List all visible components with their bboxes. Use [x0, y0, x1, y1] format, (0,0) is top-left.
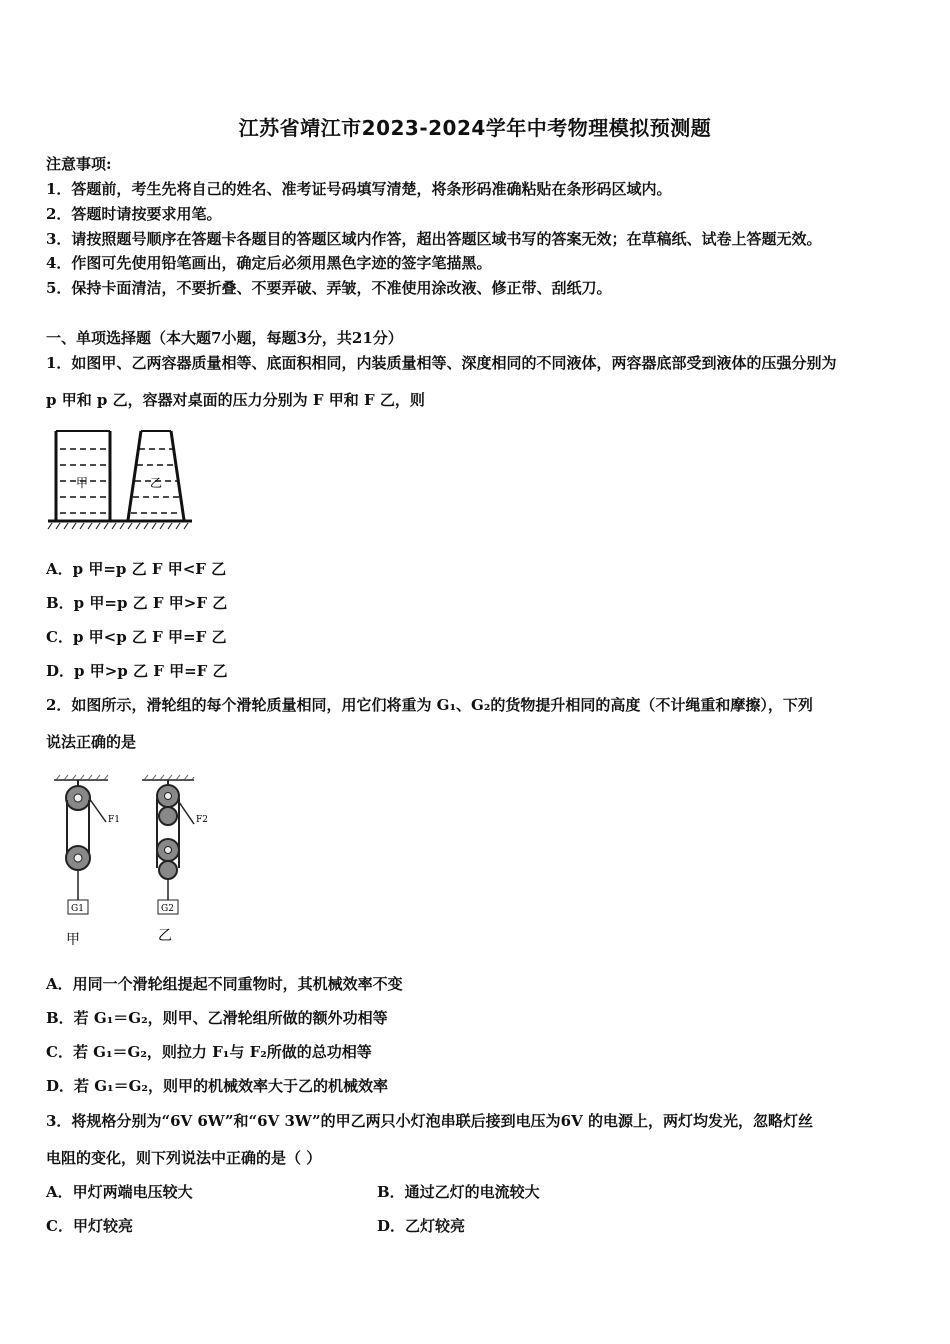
question-3-stem: 3．将规格分别为“6V 6W”和“6V 3W”的甲乙两只小灯泡串联后接到电压为6V 的电源上，两灯均发光，忽略灯丝: [46, 1112, 813, 1130]
q3-option-d[interactable]: D．乙灯较亮: [377, 1217, 466, 1235]
label-f2: F2: [196, 815, 208, 825]
label-g2: G2: [161, 904, 174, 914]
section-heading: 一、单项选择题（本大题7小题，每题3分，共21分）: [46, 329, 403, 347]
q1-option-d[interactable]: D．p 甲>p 乙 F 甲=F 乙: [46, 662, 228, 680]
question-1-stem-cont: p 甲和 p 乙，容器对桌面的压力分别为 F 甲和 F 乙，则: [46, 391, 425, 409]
label-f1: F1: [108, 815, 120, 825]
q2-option-d[interactable]: D．若 G₁＝G₂，则甲的机械效率大于乙的机械效率: [46, 1077, 388, 1095]
question-3-stem-cont: 电阻的变化，则下列说法中正确的是（ ）: [46, 1149, 322, 1167]
q3-option-b[interactable]: B．通过乙灯的电流较大: [377, 1183, 540, 1201]
fig-label-jia: 甲: [76, 476, 89, 490]
notice-item: 1．答题前，考生先将自己的姓名、准考证号码填写清楚，将条形码准确粘贴在条形码区域内。: [46, 180, 672, 198]
label-yi: 乙: [158, 928, 172, 944]
q2-option-c[interactable]: C．若 G₁＝G₂，则拉力 F₁与 F₂所做的总功相等: [46, 1043, 372, 1061]
q2-option-b[interactable]: B．若 G₁＝G₂，则甲、乙滑轮组所做的额外功相等: [46, 1009, 388, 1027]
notice-heading: 注意事项:: [46, 155, 112, 173]
label-jia: 甲: [66, 932, 80, 948]
question-2-stem: 2．如图所示，滑轮组的每个滑轮质量相同，用它们将重为 G₁、G₂的货物提升相同的高度（不计绳重和摩擦），下列: [46, 696, 813, 714]
q1-option-c[interactable]: C．p 甲<p 乙 F 甲=F 乙: [46, 628, 227, 646]
pulley-figure: [46, 772, 221, 950]
label-g1: G1: [71, 904, 84, 914]
q3-option-c[interactable]: C．甲灯较亮: [46, 1217, 133, 1235]
q2-option-a[interactable]: A．用同一个滑轮组提起不同重物时，其机械效率不变: [46, 975, 403, 993]
notice-item: 2．答题时请按要求用笔。: [46, 205, 222, 223]
q1-option-b[interactable]: B．p 甲=p 乙 F 甲>F 乙: [46, 594, 228, 612]
notice-item: 5．保持卡面清洁，不要折叠、不要弄破、弄皱，不准使用涂改液、修正带、刮纸刀。: [46, 279, 612, 297]
containers-figure: [46, 425, 196, 533]
pulley-system-jia: [66, 780, 106, 914]
page-title: 江苏省靖江市2023-2024学年中考物理模拟预测题: [238, 116, 712, 140]
fig-label-yi: 乙: [150, 476, 163, 490]
notice-item: 4．作图可先使用铅笔画出，确定后必须用黑色字迹的签字笔描黑。: [46, 254, 492, 272]
question-1-stem: 1．如图甲、乙两容器质量相等、底面积相同，内装质量相等、深度相同的不同液体，两容器底部受到液体的压强分别为: [46, 354, 837, 372]
notice-item: 3．请按照题号顺序在答题卡各题目的答题区域内作答，超出答题区域书写的答案无效；在草稿纸、试卷上答题无效。: [46, 230, 822, 248]
question-2-stem-cont: 说法正确的是: [46, 733, 137, 751]
pulley-system-yi: [157, 780, 194, 914]
q1-option-a[interactable]: A．p 甲=p 乙 F 甲<F 乙: [46, 560, 227, 578]
q3-option-a[interactable]: A．甲灯两端电压较大: [46, 1183, 193, 1201]
